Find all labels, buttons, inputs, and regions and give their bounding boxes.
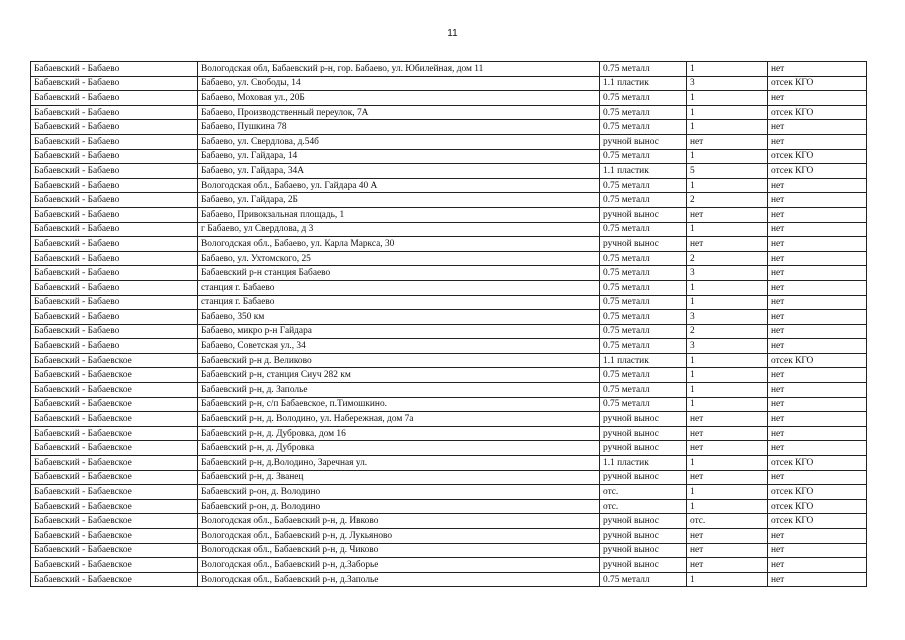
kgo-compartment-cell: нет: [768, 62, 867, 77]
table-row: [31, 237, 867, 252]
container-count-cell: нет: [687, 412, 768, 427]
kgo-compartment-cell: отсек КГО: [768, 149, 867, 164]
table-row: [31, 164, 867, 179]
container-type-cell: 0.75 металл: [600, 266, 687, 281]
container-count-cell: нет: [687, 441, 768, 456]
table-body: [31, 62, 867, 587]
kgo-compartment-cell: нет: [768, 339, 867, 354]
container-count-cell: 1: [687, 499, 768, 514]
container-type-cell: 1.1 пластик: [600, 353, 687, 368]
kgo-compartment-cell: отсек КГО: [768, 105, 867, 120]
address-cell: Бабаевский р-н, д. Дубровка, дом 16: [198, 426, 600, 441]
container-type-cell: 0.75 металл: [600, 383, 687, 398]
district-cell: Бабаевский - Бабаевское: [31, 383, 198, 398]
address-cell: Вологодская обл., Бабаевский р-н, д. Чиково: [198, 543, 600, 558]
district-cell: Бабаевский - Бабаево: [31, 134, 198, 149]
table-row: [31, 353, 867, 368]
district-cell: Бабаевский - Бабаево: [31, 76, 198, 91]
container-count-cell: 1: [687, 222, 768, 237]
kgo-compartment-cell: нет: [768, 426, 867, 441]
container-count-cell: отс.: [687, 514, 768, 529]
kgo-compartment-cell: отсек КГО: [768, 499, 867, 514]
district-cell: Бабаевский - Бабаево: [31, 164, 198, 179]
address-cell: Бабаево, микро р-н Гайдара: [198, 324, 600, 339]
table-row: [31, 134, 867, 149]
container-count-cell: нет: [687, 529, 768, 544]
address-cell: Бабаево, Пушкина 78: [198, 120, 600, 135]
container-count-cell: нет: [687, 470, 768, 485]
address-cell: Бабаево, Моховая ул., 20Б: [198, 91, 600, 106]
kgo-compartment-cell: нет: [768, 310, 867, 325]
table-row: [31, 207, 867, 222]
container-type-cell: 0.75 металл: [600, 105, 687, 120]
address-cell: Бабаевский р-н, с/п Бабаевское, п.Тимошкино.: [198, 397, 600, 412]
address-cell: Бабаевский р-н д. Великово: [198, 353, 600, 368]
container-type-cell: 0.75 металл: [600, 149, 687, 164]
district-cell: Бабаевский - Бабаево: [31, 251, 198, 266]
container-type-cell: ручной вынос: [600, 426, 687, 441]
district-cell: Бабаевский - Бабаево: [31, 193, 198, 208]
kgo-compartment-cell: нет: [768, 383, 867, 398]
container-type-cell: ручной вынос: [600, 412, 687, 427]
address-cell: Бабаево, ул. Гайдара, 14: [198, 149, 600, 164]
container-type-cell: ручной вынос: [600, 470, 687, 485]
address-cell: Бабаево, ул. Гайдара, 34А: [198, 164, 600, 179]
address-cell: Бабаево, Советская ул., 34: [198, 339, 600, 354]
container-sites-table: [30, 61, 867, 587]
kgo-compartment-cell: нет: [768, 470, 867, 485]
container-count-cell: нет: [687, 207, 768, 222]
kgo-compartment-cell: нет: [768, 572, 867, 587]
district-cell: Бабаевский - Бабаевское: [31, 485, 198, 500]
district-cell: Бабаевский - Бабаевское: [31, 397, 198, 412]
container-count-cell: 1: [687, 178, 768, 193]
container-type-cell: ручной вынос: [600, 237, 687, 252]
container-type-cell: отс.: [600, 499, 687, 514]
container-count-cell: 1: [687, 456, 768, 471]
kgo-compartment-cell: нет: [768, 397, 867, 412]
kgo-compartment-cell: нет: [768, 441, 867, 456]
table-row: [31, 91, 867, 106]
district-cell: Бабаевский - Бабаевское: [31, 353, 198, 368]
district-cell: Бабаевский - Бабаево: [31, 324, 198, 339]
container-count-cell: 1: [687, 91, 768, 106]
address-cell: Вологодская обл., Бабаевский р-н, д.Заборье: [198, 558, 600, 573]
address-cell: Вологодская обл, Бабаевский р-н, гор. Бабаево, ул. Юбилейная, дом 11: [198, 62, 600, 77]
address-cell: Бабаево, ул. Свободы, 14: [198, 76, 600, 91]
container-count-cell: 1: [687, 368, 768, 383]
address-cell: Вологодская обл., Бабаевский р-н, д.Заполье: [198, 572, 600, 587]
container-type-cell: 0.75 металл: [600, 397, 687, 412]
kgo-compartment-cell: отсек КГО: [768, 164, 867, 179]
table-row: [31, 368, 867, 383]
container-count-cell: 1: [687, 295, 768, 310]
address-cell: Вологодская обл., Бабаево, ул. Карла Маркса, 30: [198, 237, 600, 252]
district-cell: Бабаевский - Бабаевское: [31, 514, 198, 529]
container-count-cell: 3: [687, 76, 768, 91]
table-row: [31, 324, 867, 339]
kgo-compartment-cell: нет: [768, 237, 867, 252]
district-cell: Бабаевский - Бабаево: [31, 266, 198, 281]
district-cell: Бабаевский - Бабаевское: [31, 499, 198, 514]
kgo-compartment-cell: нет: [768, 412, 867, 427]
kgo-compartment-cell: нет: [768, 222, 867, 237]
kgo-compartment-cell: нет: [768, 91, 867, 106]
address-cell: Бабаево, ул. Гайдара, 2Б: [198, 193, 600, 208]
container-type-cell: ручной вынос: [600, 207, 687, 222]
kgo-compartment-cell: нет: [768, 193, 867, 208]
district-cell: Бабаевский - Бабаевское: [31, 412, 198, 427]
container-type-cell: ручной вынос: [600, 441, 687, 456]
district-cell: Бабаевский - Бабаевское: [31, 426, 198, 441]
kgo-compartment-cell: нет: [768, 529, 867, 544]
container-type-cell: 0.75 металл: [600, 62, 687, 77]
kgo-compartment-cell: нет: [768, 368, 867, 383]
table-row: [31, 470, 867, 485]
kgo-compartment-cell: отсек КГО: [768, 485, 867, 500]
table-row: [31, 572, 867, 587]
table-row: [31, 499, 867, 514]
container-type-cell: 0.75 металл: [600, 222, 687, 237]
container-count-cell: 3: [687, 266, 768, 281]
address-cell: Бабаевский р-н, д. Званец: [198, 470, 600, 485]
kgo-compartment-cell: нет: [768, 295, 867, 310]
district-cell: Бабаевский - Бабаевское: [31, 529, 198, 544]
address-cell: Вологодская обл., Бабаевский р-н, д. Ивково: [198, 514, 600, 529]
table-row: [31, 514, 867, 529]
container-type-cell: ручной вынос: [600, 558, 687, 573]
container-count-cell: 1: [687, 397, 768, 412]
district-cell: Бабаевский - Бабаевское: [31, 543, 198, 558]
kgo-compartment-cell: нет: [768, 266, 867, 281]
district-cell: Бабаевский - Бабаевское: [31, 456, 198, 471]
address-cell: Бабаевский р-н, станция Сиуч 282 км: [198, 368, 600, 383]
table-row: [31, 529, 867, 544]
district-cell: Бабаевский - Бабаевское: [31, 558, 198, 573]
container-count-cell: нет: [687, 134, 768, 149]
address-cell: Бабаевский р-н, д. Заполье: [198, 383, 600, 398]
kgo-compartment-cell: нет: [768, 120, 867, 135]
container-count-cell: 5: [687, 164, 768, 179]
table-row: [31, 120, 867, 135]
container-type-cell: 0.75 металл: [600, 295, 687, 310]
container-count-cell: нет: [687, 543, 768, 558]
table-row: [31, 295, 867, 310]
table-row: [31, 310, 867, 325]
district-cell: Бабаевский - Бабаево: [31, 178, 198, 193]
container-count-cell: 2: [687, 324, 768, 339]
container-type-cell: 0.75 металл: [600, 91, 687, 106]
address-cell: Бабаевский р-н, д. Дубровка: [198, 441, 600, 456]
container-count-cell: нет: [687, 237, 768, 252]
container-count-cell: 1: [687, 572, 768, 587]
district-cell: Бабаевский - Бабаево: [31, 149, 198, 164]
container-type-cell: 0.75 металл: [600, 251, 687, 266]
kgo-compartment-cell: отсек КГО: [768, 456, 867, 471]
table-row: [31, 412, 867, 427]
container-count-cell: 1: [687, 105, 768, 120]
address-cell: Бабаевский р-н станция Бабаево: [198, 266, 600, 281]
address-cell: Бабаево, Привокзальная площадь, 1: [198, 207, 600, 222]
table-row: [31, 456, 867, 471]
container-count-cell: 1: [687, 120, 768, 135]
container-type-cell: 1.1 пластик: [600, 76, 687, 91]
table-row: [31, 441, 867, 456]
address-cell: Бабаевский р-н, д. Володино, ул. Набережная, дом 7а: [198, 412, 600, 427]
kgo-compartment-cell: отсек КГО: [768, 353, 867, 368]
container-count-cell: 3: [687, 310, 768, 325]
kgo-compartment-cell: нет: [768, 134, 867, 149]
kgo-compartment-cell: нет: [768, 251, 867, 266]
district-cell: Бабаевский - Бабаево: [31, 280, 198, 295]
kgo-compartment-cell: нет: [768, 178, 867, 193]
kgo-compartment-cell: отсек КГО: [768, 76, 867, 91]
container-count-cell: нет: [687, 558, 768, 573]
district-cell: Бабаевский - Бабаевское: [31, 572, 198, 587]
table-row: [31, 222, 867, 237]
table-row: [31, 426, 867, 441]
table-row: [31, 339, 867, 354]
table-row: [31, 149, 867, 164]
kgo-compartment-cell: нет: [768, 558, 867, 573]
container-type-cell: отс.: [600, 485, 687, 500]
address-cell: станция г. Бабаево: [198, 280, 600, 295]
container-type-cell: ручной вынос: [600, 134, 687, 149]
address-cell: Бабаево, ул. Ухтомского, 25: [198, 251, 600, 266]
container-type-cell: 0.75 металл: [600, 572, 687, 587]
district-cell: Бабаевский - Бабаево: [31, 339, 198, 354]
table-row: [31, 397, 867, 412]
table-row: [31, 485, 867, 500]
kgo-compartment-cell: нет: [768, 324, 867, 339]
container-type-cell: 0.75 металл: [600, 280, 687, 295]
district-cell: Бабаевский - Бабаево: [31, 222, 198, 237]
address-cell: Вологодская обл., Бабаево, ул. Гайдара 40 А: [198, 178, 600, 193]
address-cell: Бабаево, Производственный переулок, 7А: [198, 105, 600, 120]
table-row: [31, 543, 867, 558]
kgo-compartment-cell: отсек КГО: [768, 514, 867, 529]
container-type-cell: 0.75 металл: [600, 193, 687, 208]
table-row: [31, 105, 867, 120]
container-type-cell: 1.1 пластик: [600, 456, 687, 471]
container-count-cell: 2: [687, 251, 768, 266]
district-cell: Бабаевский - Бабаево: [31, 91, 198, 106]
table-row: [31, 193, 867, 208]
district-cell: Бабаевский - Бабаево: [31, 62, 198, 77]
container-type-cell: 0.75 металл: [600, 324, 687, 339]
kgo-compartment-cell: нет: [768, 207, 867, 222]
table-row: [31, 266, 867, 281]
address-cell: станция г. Бабаево: [198, 295, 600, 310]
container-type-cell: 0.75 металл: [600, 339, 687, 354]
container-type-cell: 0.75 металл: [600, 178, 687, 193]
kgo-compartment-cell: нет: [768, 280, 867, 295]
container-type-cell: ручной вынос: [600, 514, 687, 529]
table-row: [31, 76, 867, 91]
container-type-cell: ручной вынос: [600, 543, 687, 558]
district-cell: Бабаевский - Бабаевское: [31, 368, 198, 383]
address-cell: Бабаевский р-он, д. Володино: [198, 499, 600, 514]
container-count-cell: 3: [687, 339, 768, 354]
district-cell: Бабаевский - Бабаево: [31, 310, 198, 325]
container-count-cell: 1: [687, 280, 768, 295]
district-cell: Бабаевский - Бабаево: [31, 207, 198, 222]
district-cell: Бабаевский - Бабаево: [31, 120, 198, 135]
table-row: [31, 62, 867, 77]
address-cell: Бабаево, ул. Свердлова, д.54б: [198, 134, 600, 149]
address-cell: Бабаевский р-н, д.Володино, Заречная ул.: [198, 456, 600, 471]
container-type-cell: 0.75 металл: [600, 310, 687, 325]
address-cell: Вологодская обл., Бабаевский р-н, д. Лукьяново: [198, 529, 600, 544]
table-row: [31, 178, 867, 193]
container-type-cell: 0.75 металл: [600, 368, 687, 383]
address-cell: Бабаевский р-он, д. Володино: [198, 485, 600, 500]
district-cell: Бабаевский - Бабаевское: [31, 441, 198, 456]
container-count-cell: 2: [687, 193, 768, 208]
container-count-cell: 1: [687, 62, 768, 77]
table-row: [31, 251, 867, 266]
container-count-cell: нет: [687, 426, 768, 441]
container-count-cell: 1: [687, 383, 768, 398]
district-cell: Бабаевский - Бабаевское: [31, 470, 198, 485]
container-count-cell: 1: [687, 149, 768, 164]
address-cell: Бабаево, 350 км: [198, 310, 600, 325]
container-count-cell: 1: [687, 353, 768, 368]
district-cell: Бабаевский - Бабаево: [31, 295, 198, 310]
container-count-cell: 1: [687, 485, 768, 500]
address-cell: г Бабаево, ул Свердлова, д 3: [198, 222, 600, 237]
container-type-cell: ручной вынос: [600, 529, 687, 544]
table-row: [31, 558, 867, 573]
page-number: 11: [447, 28, 458, 39]
kgo-compartment-cell: нет: [768, 543, 867, 558]
district-cell: Бабаевский - Бабаево: [31, 237, 198, 252]
district-cell: Бабаевский - Бабаево: [31, 105, 198, 120]
container-type-cell: 1.1 пластик: [600, 164, 687, 179]
table-row: [31, 383, 867, 398]
container-type-cell: 0.75 металл: [600, 120, 687, 135]
table-row: [31, 280, 867, 295]
